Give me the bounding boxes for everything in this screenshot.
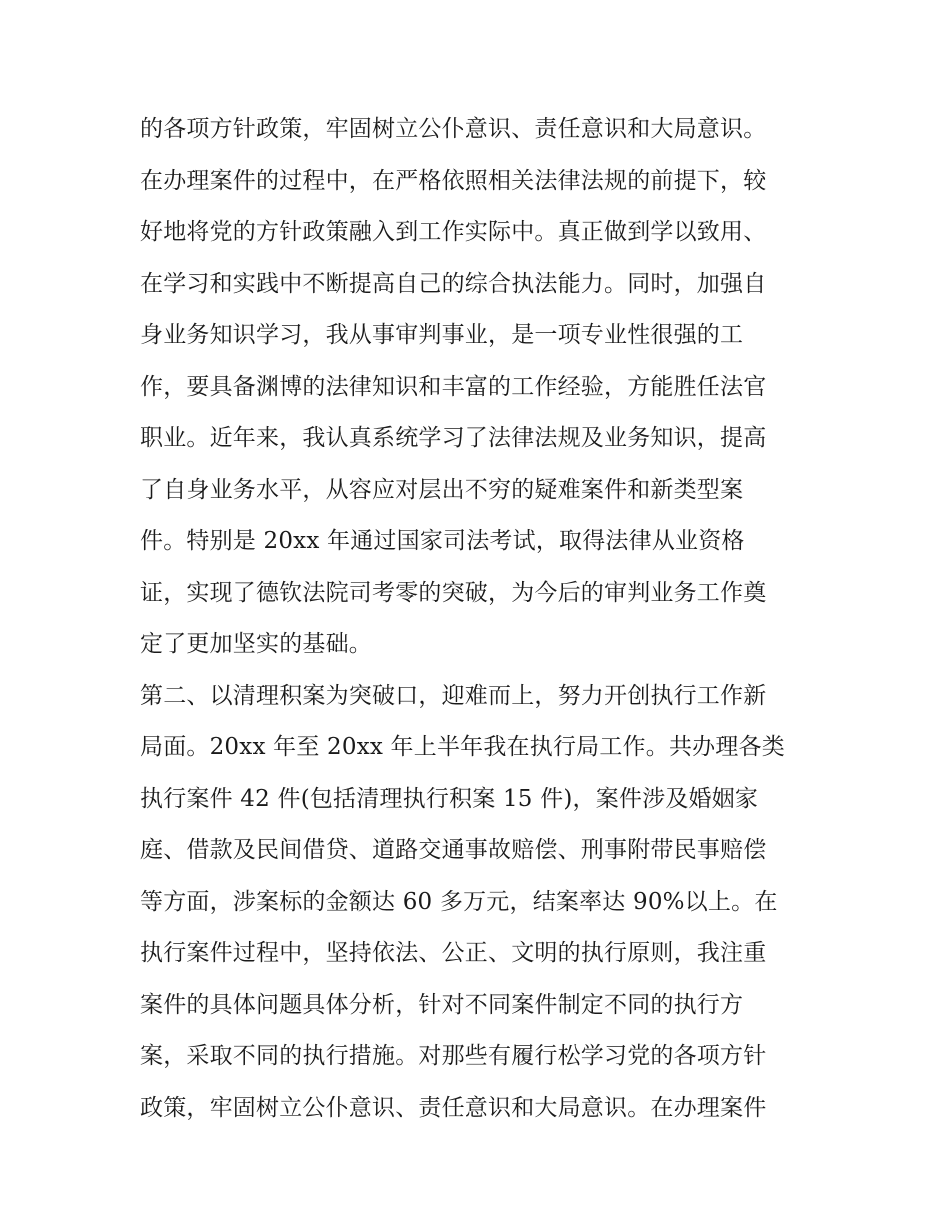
text-line: 庭、借款及民间借贷、道路交通事故赔偿、刑事附带民事赔偿 (140, 837, 767, 863)
text-line: 案件的具体问题具体分析，针对不同案件制定不同的执行方 (140, 991, 744, 1018)
text-line: 定了更加坚实的基础。 (140, 631, 372, 657)
text-line: 在办理案件的过程中，在严格依照相关法律法规的前提下，较 (140, 167, 767, 194)
text-line: 好地将党的方针政策融入到工作实际中。真正做到学以致用、 (140, 219, 767, 245)
text-line: 证，实现了德钦法院司考零的突破，为今后的审判业务工作奠 (140, 579, 767, 606)
body-text (140, 104, 830, 1134)
text-line: 的各项方针政策，牢固树立公仆意识、责任意识和大局意识。 (140, 116, 767, 142)
text-line: 在学习和实践中不断提高自己的综合执法能力。同时，加强自 (140, 270, 767, 297)
text-line: 职业。近年来，我认真系统学习了法律法规及业务知识，提高 (140, 425, 767, 451)
text-line: 了自身业务水平，从容应对层出不穷的疑难案件和新类型案 (140, 476, 744, 503)
text-line: 身业务知识学习，我从事审判事业，是一项专业性很强的工 (140, 322, 744, 348)
text-line: 执行案件 42 件(包括清理执行积案 15 件)，案件涉及婚姻家 (140, 785, 759, 812)
text-line: 等方面，涉案标的金额达 60 多万元，结案率达 90%以上。在 (140, 888, 778, 915)
text-line: 作，要具备渊博的法律知识和丰富的工作经验，方能胜任法官 (140, 373, 767, 400)
text-line: 执行案件过程中，坚持依法、公正、文明的执行原则，我注重 (140, 940, 767, 966)
text-line: 件。特别是 20xx 年通过国家司法考试，取得法律从业资格 (140, 528, 745, 554)
text-line: 局面。20xx 年至 20xx 年上半年我在执行局工作。共办理各类 (140, 734, 785, 760)
text-line: 案，采取不同的执行措施。对那些有履行松学习党的各项方针 (140, 1043, 767, 1069)
text-line: 政策，牢固树立公仆意识、责任意识和大局意识。在办理案件 (140, 1094, 767, 1121)
text-line: 第二、以清理积案为突破口，迎难而上，努力开创执行工作新 (140, 682, 767, 709)
